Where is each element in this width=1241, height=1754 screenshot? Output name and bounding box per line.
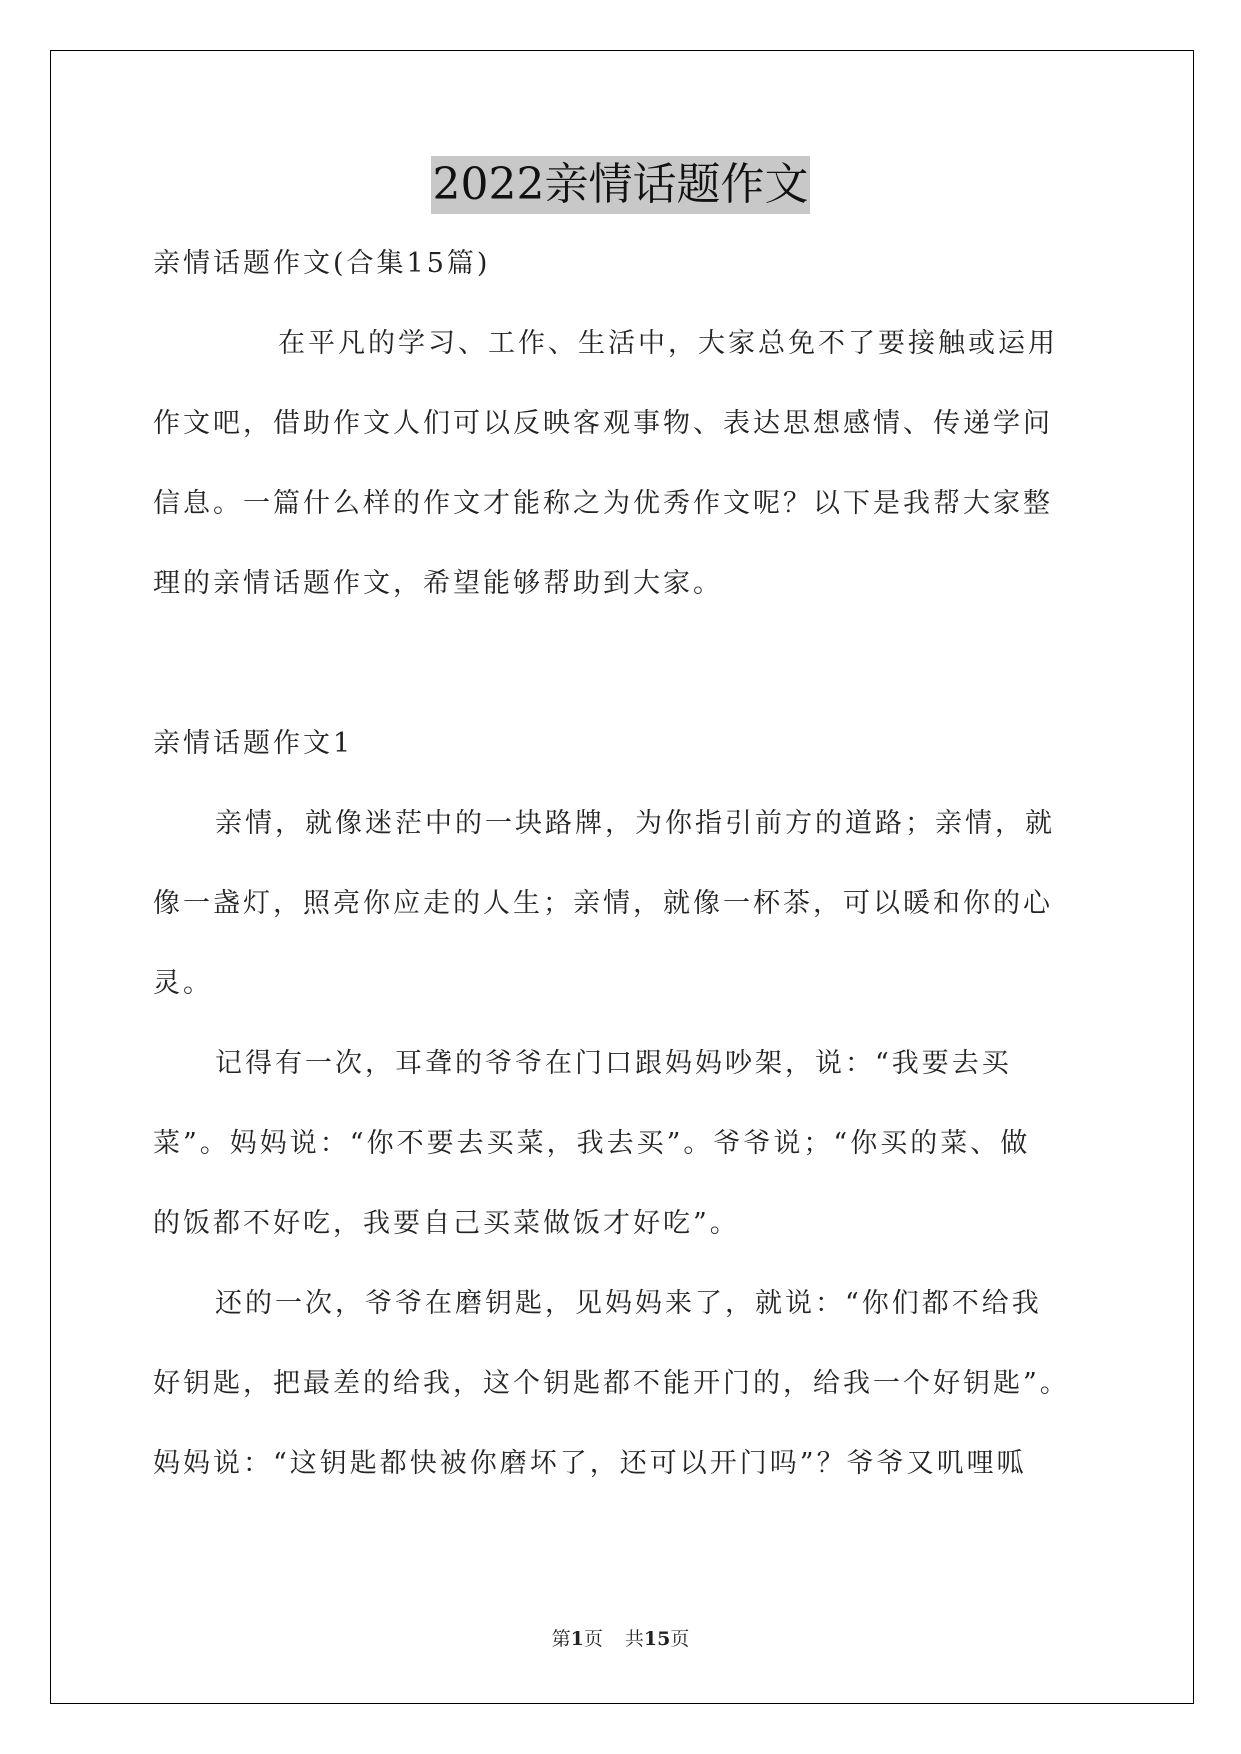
spacer — [153, 624, 1093, 704]
total-suffix: 页 — [670, 1628, 690, 1650]
paragraph-line: 还的一次，爷爷在磨钥匙，见妈妈来了，就说：“你们都不给我 — [215, 1288, 1042, 1319]
paragraph-line: 好钥匙，把最差的给我，这个钥匙都不能开门的，给我一个好钥匙”。 — [153, 1368, 1070, 1399]
section-heading: 亲情话题作文1 — [153, 728, 354, 759]
intro-line: 理的亲情话题作文，希望能够帮助到大家。 — [153, 568, 723, 599]
title-container — [0, 156, 1241, 214]
page-prefix: 第 — [551, 1628, 571, 1650]
paragraph-line: 的饭都不好吃，我要自己买菜做饭才好吃”。 — [153, 1208, 740, 1239]
page-footer — [0, 1624, 1241, 1651]
intro-line: 作文吧，借助作文人们可以反映客观事物、表达思想感情、传递学问 — [153, 408, 1053, 439]
paragraph-line: 妈妈说：“这钥匙都快被你磨坏了，还可以开门吗”？爷爷又叽哩呱 — [153, 1448, 1027, 1479]
intro-line: 在平凡的学习、工作、生活中，大家总免不了要接触或运用 — [278, 328, 1058, 359]
total-prefix: 共 — [624, 1628, 644, 1650]
paragraph-line: 菜”。妈妈说：“你不要去买菜，我去买”。爷爷说；“你买的菜、做 — [153, 1128, 1031, 1159]
paragraph-line: 灵。 — [153, 968, 213, 999]
document-body — [153, 224, 1093, 1504]
page-suffix: 页 — [583, 1628, 603, 1650]
document-title: 2022亲情话题作文 — [431, 156, 811, 214]
page-total: 15 — [643, 1628, 671, 1650]
paragraph-line: 记得有一次，耳聋的爷爷在门口跟妈妈吵架，说：“我要去买 — [215, 1048, 1012, 1079]
paragraph-line: 亲情，就像迷茫中的一块路牌，为你指引前方的道路；亲情，就 — [215, 808, 1055, 839]
document-subtitle: 亲情话题作文(合集15篇) — [153, 248, 491, 279]
page-current: 1 — [570, 1628, 584, 1650]
intro-line: 信息。一篇什么样的作文才能称之为优秀作文呢？以下是我帮大家整 — [153, 488, 1053, 519]
paragraph-line: 像一盏灯，照亮你应走的人生；亲情，就像一杯茶，可以暖和你的心 — [153, 888, 1053, 919]
